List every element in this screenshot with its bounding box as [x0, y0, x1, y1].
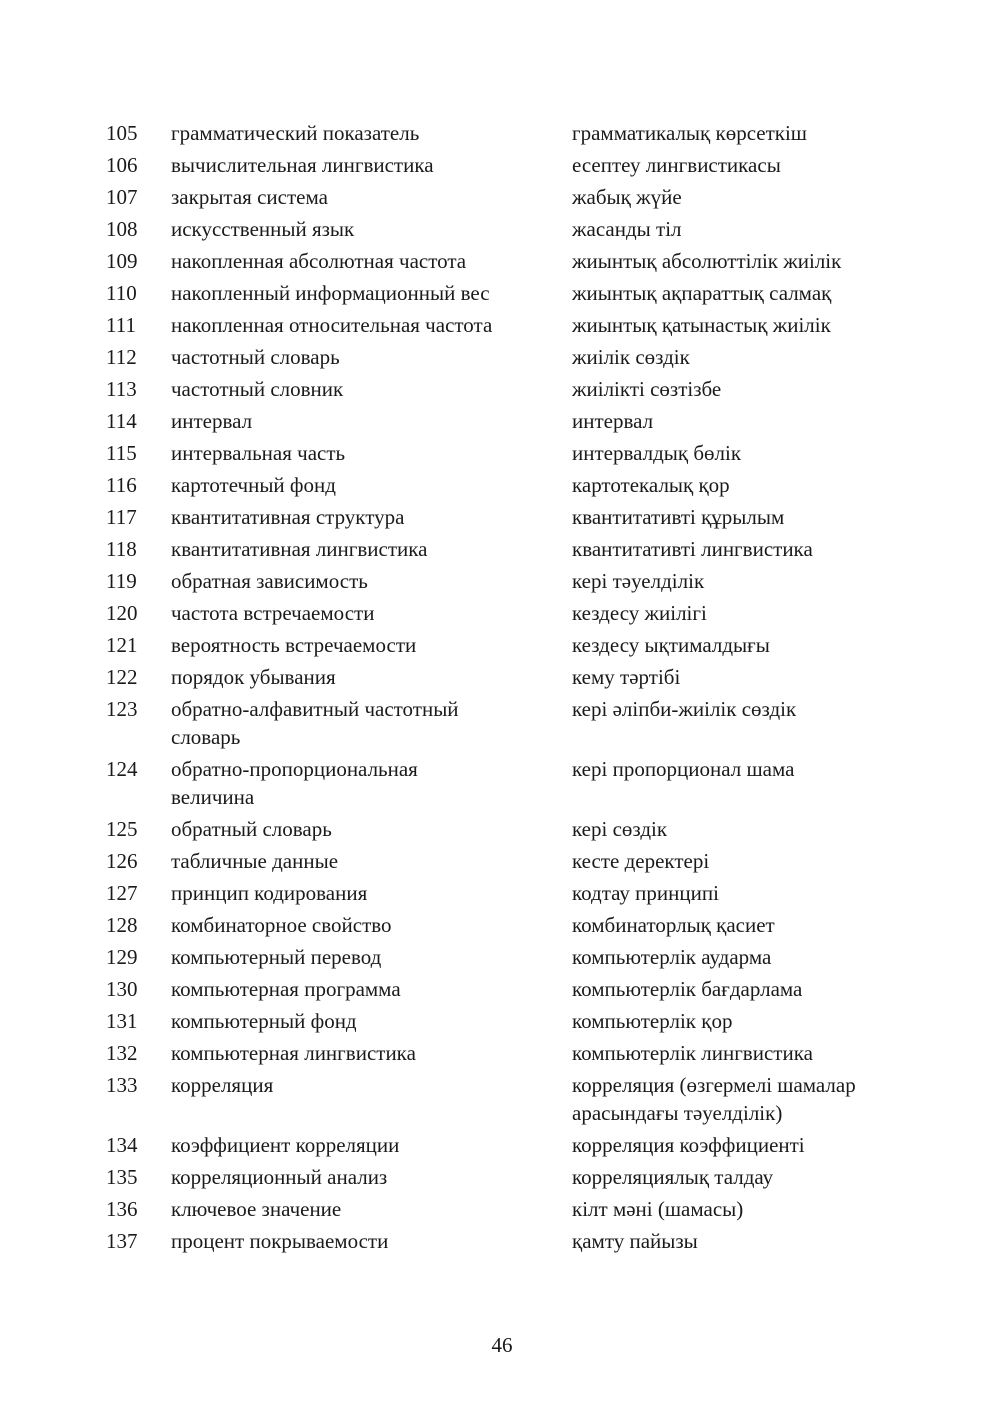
term-russian: обратная зависимость — [171, 569, 368, 593]
term-russian: интервальная часть — [171, 441, 346, 465]
term-kazakh: кесте деректері — [572, 849, 710, 873]
glossary-row — [106, 813, 906, 845]
term-kazakh: жиынтық абсолюттілік жиілік — [572, 249, 842, 273]
term-kazakh: кодтау принципі — [572, 881, 719, 905]
term-russian: процент покрываемости — [171, 1229, 389, 1253]
glossary-row — [106, 341, 906, 373]
term-number: 128 — [106, 913, 138, 937]
term-russian: комбинаторное свойство — [171, 913, 392, 937]
term-number: 108 — [106, 217, 138, 241]
glossary-row — [106, 117, 906, 149]
term-russian: частотный словарь — [171, 345, 340, 369]
term-russian: принцип кодирования — [171, 881, 368, 905]
glossary-row — [106, 877, 906, 909]
term-kazakh: кері пропорционал шама — [572, 757, 795, 781]
term-russian: частота встречаемости — [171, 601, 375, 625]
term-russian: интервал — [171, 409, 253, 433]
term-russian: обратно-алфавитный частотный словарь — [171, 697, 459, 749]
glossary-row — [106, 629, 906, 661]
glossary-row — [106, 277, 906, 309]
term-kazakh: квантитативті лингвистика — [572, 537, 813, 561]
term-number: 126 — [106, 849, 138, 873]
glossary-row — [106, 405, 906, 437]
term-number: 124 — [106, 757, 138, 781]
glossary-row — [106, 941, 906, 973]
term-kazakh: кему тәртібі — [572, 665, 681, 689]
term-kazakh: кері сөздік — [572, 817, 668, 841]
glossary-row — [106, 845, 906, 877]
term-kazakh: жиілік сөздік — [572, 345, 690, 369]
term-russian: накопленная абсолютная частота — [171, 249, 467, 273]
glossary-row — [106, 245, 906, 277]
glossary-row — [106, 597, 906, 629]
glossary-row — [106, 1005, 906, 1037]
term-kazakh: кездесу ықтималдығы — [572, 633, 770, 657]
term-russian: ключевое значение — [171, 1197, 342, 1221]
term-number: 106 — [106, 153, 138, 177]
term-russian: компьютерная лингвистика — [171, 1041, 416, 1065]
term-russian: квантитативная структура — [171, 505, 405, 529]
glossary-row — [106, 693, 906, 753]
term-kazakh: интервал — [572, 409, 654, 433]
term-number: 105 — [106, 121, 138, 145]
term-kazakh: компьютерлік аударма — [572, 945, 772, 969]
page-number: 46 — [491, 1333, 513, 1357]
term-kazakh: кері тәуелділік — [572, 569, 705, 593]
term-russian: корреляционный анализ — [171, 1165, 388, 1189]
glossary-row — [106, 533, 906, 565]
glossary-row — [106, 437, 906, 469]
term-kazakh: кілт мәні (шамасы) — [572, 1197, 744, 1221]
glossary-table — [106, 117, 906, 1257]
term-kazakh: жиілікті сөзтізбе — [572, 377, 722, 401]
glossary-row — [106, 1193, 906, 1225]
term-number: 125 — [106, 817, 138, 841]
glossary-row — [106, 565, 906, 597]
glossary-row — [106, 501, 906, 533]
term-number: 130 — [106, 977, 138, 1001]
glossary-row — [106, 661, 906, 693]
term-kazakh: жасанды тіл — [572, 217, 682, 241]
term-number: 107 — [106, 185, 138, 209]
term-russian: картотечный фонд — [171, 473, 336, 497]
glossary-row — [106, 309, 906, 341]
term-kazakh: интервалдық бөлік — [572, 441, 742, 465]
glossary-row — [106, 1069, 906, 1129]
term-russian: искусственный язык — [171, 217, 355, 241]
term-russian: квантитативная лингвистика — [171, 537, 428, 561]
term-number: 113 — [106, 377, 137, 401]
term-kazakh: жиынтық қатынастық жиілік — [572, 313, 831, 337]
term-number: 121 — [106, 633, 138, 657]
term-number: 115 — [106, 441, 137, 465]
term-russian: грамматический показатель — [171, 121, 420, 145]
term-number: 112 — [106, 345, 137, 369]
term-number: 133 — [106, 1073, 138, 1097]
glossary-row — [106, 469, 906, 501]
term-kazakh: кері әліпби-жиілік сөздік — [572, 697, 797, 721]
term-kazakh: есептеу лингвистикасы — [572, 153, 781, 177]
term-russian: компьютерная программа — [171, 977, 401, 1001]
term-kazakh: компьютерлік қор — [572, 1009, 733, 1033]
glossary-row — [106, 909, 906, 941]
term-kazakh: компьютерлік бағдарлама — [572, 977, 803, 1001]
glossary-row — [106, 753, 906, 813]
glossary-row — [106, 149, 906, 181]
term-russian: накопленный информационный вес — [171, 281, 490, 305]
term-kazakh: қамту пайызы — [572, 1229, 698, 1253]
term-kazakh: квантитативті құрылым — [572, 505, 785, 529]
glossary-row — [106, 1037, 906, 1069]
term-number: 109 — [106, 249, 138, 273]
term-russian: табличные данные — [171, 849, 339, 873]
term-number: 116 — [106, 473, 137, 497]
term-kazakh: жиынтық ақпараттық салмақ — [572, 281, 832, 305]
term-russian: обратно-пропорциональная величина — [171, 757, 418, 809]
term-number: 137 — [106, 1229, 138, 1253]
glossary-row — [106, 973, 906, 1005]
term-kazakh: корреляция (өзгермелі шамалар арасындағы тәуелділік) — [572, 1073, 856, 1125]
term-number: 132 — [106, 1041, 138, 1065]
term-russian: коэффициент корреляции — [171, 1133, 400, 1157]
term-number: 119 — [106, 569, 137, 593]
term-russian: обратный словарь — [171, 817, 332, 841]
term-kazakh: картотекалық қор — [572, 473, 730, 497]
term-number: 131 — [106, 1009, 138, 1033]
term-number: 110 — [106, 281, 137, 305]
term-number: 134 — [106, 1133, 138, 1157]
term-russian: вероятность встречаемости — [171, 633, 417, 657]
term-kazakh: компьютерлік лингвистика — [572, 1041, 813, 1065]
glossary-row — [106, 1161, 906, 1193]
glossary-row — [106, 181, 906, 213]
term-kazakh: корреляциялық талдау — [572, 1165, 774, 1189]
term-russian: накопленная относительная частота — [171, 313, 493, 337]
term-number: 117 — [106, 505, 137, 529]
term-number: 123 — [106, 697, 138, 721]
glossary-row — [106, 373, 906, 405]
term-number: 118 — [106, 537, 137, 561]
term-number: 136 — [106, 1197, 138, 1221]
term-kazakh: жабық жүйе — [572, 185, 682, 209]
term-kazakh: грамматикалық көрсеткіш — [572, 121, 807, 145]
term-russian: частотный словник — [171, 377, 344, 401]
term-number: 111 — [106, 313, 136, 337]
term-russian: компьютерный перевод — [171, 945, 382, 969]
term-number: 127 — [106, 881, 138, 905]
term-kazakh: комбинаторлық қасиет — [572, 913, 775, 937]
term-number: 114 — [106, 409, 137, 433]
term-russian: закрытая система — [171, 185, 328, 209]
term-russian: вычислительная лингвистика — [171, 153, 434, 177]
term-russian: компьютерный фонд — [171, 1009, 357, 1033]
term-number: 120 — [106, 601, 138, 625]
term-russian: корреляция — [171, 1073, 274, 1097]
term-kazakh: кездесу жиілігі — [572, 601, 707, 625]
glossary-row — [106, 1129, 906, 1161]
glossary-row — [106, 213, 906, 245]
glossary-row — [106, 1225, 906, 1257]
term-number: 135 — [106, 1165, 138, 1189]
term-number: 129 — [106, 945, 138, 969]
term-kazakh: корреляция коэффициенті — [572, 1133, 805, 1157]
term-number: 122 — [106, 665, 138, 689]
term-russian: порядок убывания — [171, 665, 336, 689]
